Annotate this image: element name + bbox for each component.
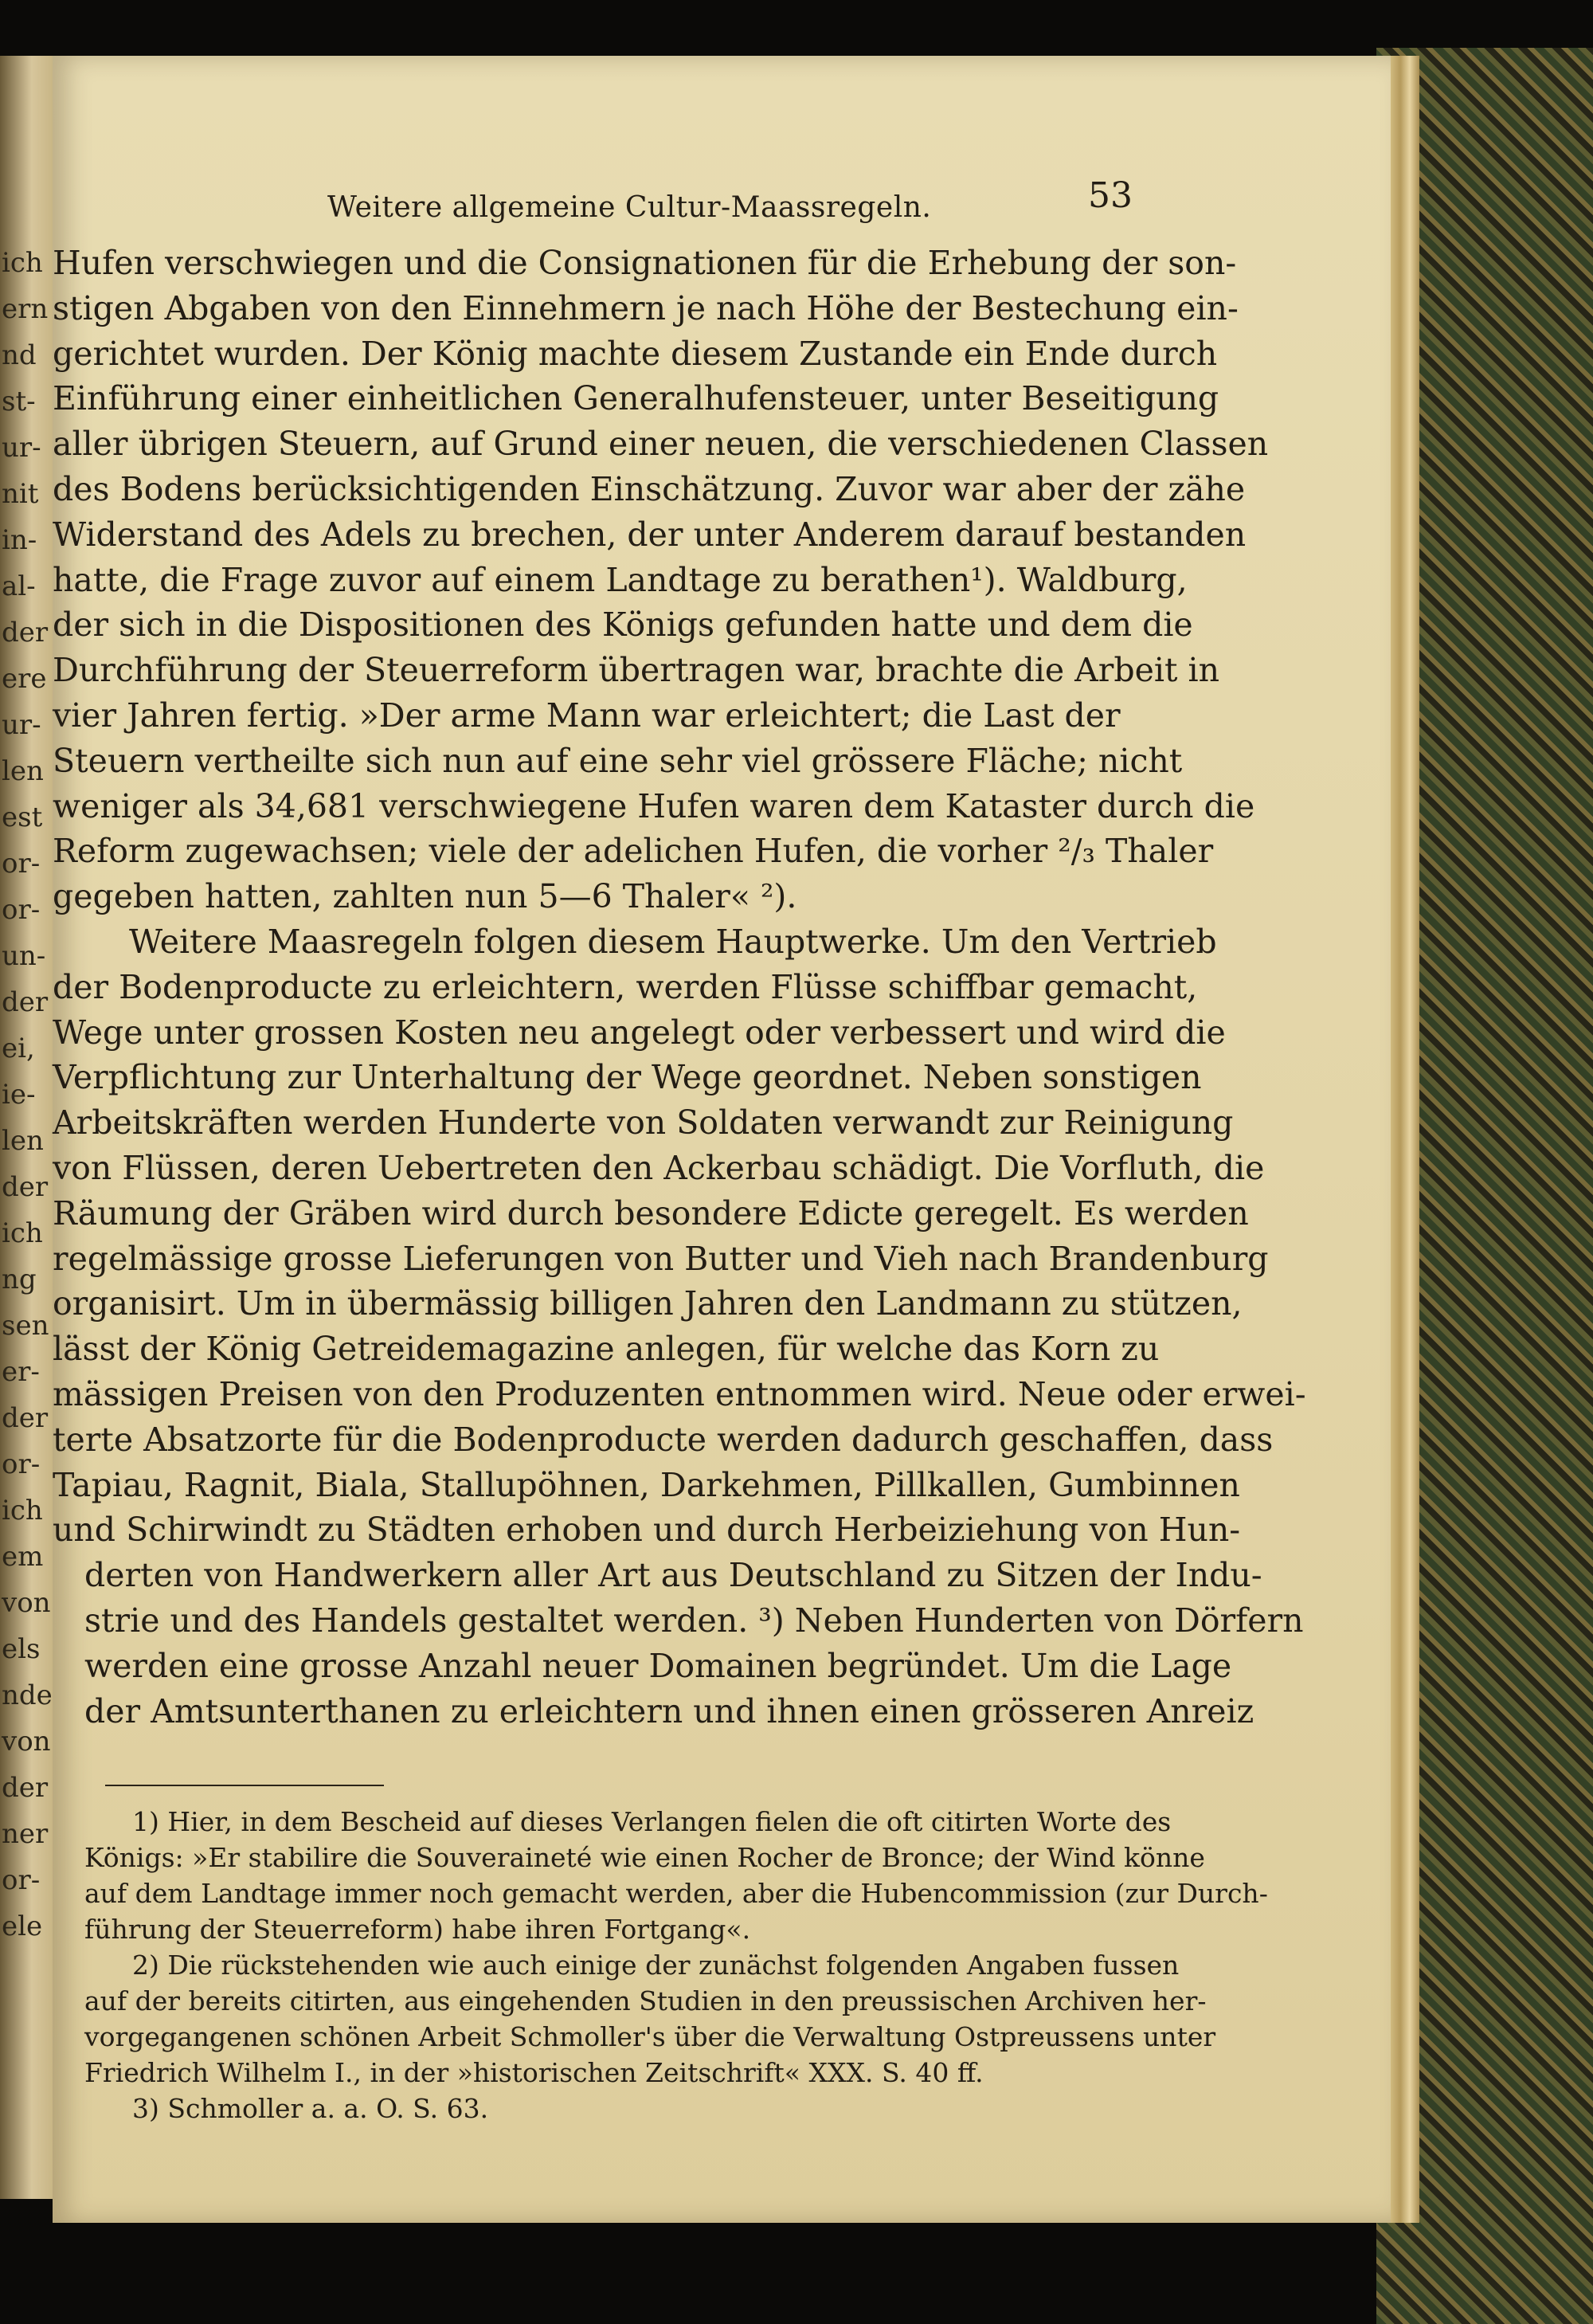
- margin-fragment: ner: [2, 1818, 49, 1850]
- margin-fragment: ele: [2, 1911, 43, 1942]
- text-line: Verpflichtung zur Unterhaltung der Wege geordnet. Neben sonstigen: [53, 1058, 1202, 1097]
- text-line: Räumung der Gräben wird durch besondere Edicte geregelt. Es werden: [53, 1193, 1249, 1233]
- margin-fragment: est: [2, 801, 43, 833]
- running-head: Weitere allgemeine Cultur-Maassregeln.: [327, 191, 932, 224]
- text-line: der Bodenproducte zu erleichtern, werden Flüsse schiffbar gemacht,: [53, 967, 1198, 1006]
- margin-fragment: ng: [2, 1264, 37, 1295]
- footnote-line: auf dem Landtage immer noch gemacht werden, aber die Hubencommission (zur Durch-: [84, 1878, 1268, 1909]
- margin-fragment: er-: [2, 1356, 40, 1388]
- text-line: Hufen verschwiegen und die Consignationen für die Erhebung der son-: [53, 244, 1237, 282]
- margin-fragment: or-: [2, 1448, 41, 1480]
- margin-fragment: ich: [2, 1217, 43, 1249]
- margin-fragment: nde: [2, 1679, 53, 1711]
- footnote-line: 1) Hier, in dem Bescheid auf dieses Verlangen fielen die oft citirten Worte des: [132, 1806, 1172, 1837]
- margin-fragment: or-: [2, 848, 41, 880]
- page-number: 53: [1088, 175, 1133, 216]
- text-line: hatte, die Frage zuvor auf einem Landtage zu berathen¹). Waldburg,: [53, 560, 1188, 599]
- text-line: Weitere Maasregeln folgen diesem Hauptwerke. Um den Vertrieb: [129, 923, 1217, 961]
- text-line: lässt der König Getreidemagazine anlegen, für welche das Korn zu: [53, 1330, 1160, 1369]
- page-block-edge: [1388, 56, 1419, 2223]
- text-line: der Amtsunterthanen zu erleichtern und ihnen einen grösseren Anreiz: [84, 1691, 1254, 1730]
- margin-fragment: len: [2, 755, 44, 787]
- text-line: Einführung einer einheitlichen Generalhufensteuer, unter Beseitigung: [53, 379, 1219, 418]
- text-line: Steuern vertheilte sich nun auf eine sehr viel grössere Fläche; nicht: [53, 741, 1183, 780]
- text-line: Durchführung der Steuerreform übertragen war, brachte die Arbeit in: [53, 651, 1220, 690]
- margin-fragment: em: [2, 1541, 44, 1573]
- footnote-line: Königs: »Er stabilire die Souveraineté wie einen Rocher de Bronce; der Wind könne: [84, 1842, 1205, 1873]
- margin-fragment: ei,: [2, 1033, 35, 1064]
- text-line: Reform zugewachsen; viele der adelichen Hufen, die vorher ²/₃ Thaler: [53, 832, 1214, 871]
- text-line: des Bodens berücksichtigenden Einschätzung. Zuvor war aber der zähe: [53, 470, 1246, 508]
- footnote-line: vorgegangenen schönen Arbeit Schmoller's über die Verwaltung Ostpreussens unter: [84, 2021, 1216, 2052]
- margin-fragment: in-: [2, 524, 37, 556]
- text-line: Arbeitskräften werden Hunderte von Soldaten verwandt zur Reinigung: [53, 1103, 1234, 1142]
- margin-fragment: len: [2, 1125, 44, 1157]
- text-line: Tapiau, Ragnit, Biala, Stallupöhnen, Darkehmen, Pillkallen, Gumbinnen: [53, 1465, 1240, 1504]
- margin-fragment: els: [2, 1633, 41, 1665]
- facing-page-margin: [0, 56, 53, 2199]
- footnote-line: 3) Schmoller a. a. O. S. 63.: [132, 2093, 489, 2124]
- margin-fragment: ich: [2, 247, 43, 279]
- margin-fragment: der: [2, 1772, 49, 1804]
- text-line: Widerstand des Adels zu brechen, der unter Anderem darauf bestanden: [53, 515, 1247, 554]
- margin-fragment: der: [2, 1402, 49, 1434]
- margin-fragment: von: [2, 1726, 51, 1758]
- margin-fragment: or-: [2, 894, 41, 926]
- text-line: gerichtet wurden. Der König machte diesem Zustande ein Ende durch: [53, 334, 1218, 373]
- text-line: gegeben hatten, zahlten nun 5—6 Thaler« ²).: [53, 877, 797, 916]
- margin-fragment: der: [2, 986, 49, 1018]
- margin-fragment: sen: [2, 1310, 49, 1342]
- text-line: von Flüssen, deren Uebertreten den Ackerbau schädigt. Die Vorfluth, die: [53, 1149, 1265, 1187]
- margin-fragment: ern: [2, 293, 49, 325]
- margin-fragment: der: [2, 617, 49, 649]
- text-line: und Schirwindt zu Städten erhoben und durch Herbeiziehung von Hun-: [53, 1511, 1241, 1550]
- text-line: regelmässige grosse Lieferungen von Butter und Vieh nach Brandenburg: [53, 1239, 1269, 1278]
- text-line: mässigen Preisen von den Produzenten entnommen wird. Neue oder erwei-: [53, 1375, 1306, 1413]
- footnote-line: führung der Steuerreform) habe ihren Fortgang«.: [84, 1914, 751, 1945]
- text-line: terte Absatzorte für die Bodenproducte werden dadurch geschaffen, dass: [53, 1420, 1274, 1459]
- book-page: [53, 56, 1391, 2223]
- margin-fragment: nit: [2, 478, 39, 510]
- margin-fragment: ur-: [2, 432, 41, 464]
- text-line: strie und des Handels gestaltet werden. ³) Neben Hunderten von Dörfern: [84, 1601, 1304, 1640]
- margin-fragment: al-: [2, 570, 36, 602]
- footnote-line: 2) Die rückstehenden wie auch einige der zunächst folgenden Angaben fussen: [132, 1950, 1180, 1981]
- text-line: aller übrigen Steuern, auf Grund einer neuen, die verschiedenen Classen: [53, 425, 1269, 464]
- margin-fragment: st-: [2, 386, 36, 417]
- margin-fragment: ur-: [2, 709, 41, 741]
- margin-fragment: ere: [2, 663, 47, 695]
- text-line: stigen Abgaben von den Einnehmern je nach Höhe der Bestechung ein-: [53, 288, 1239, 327]
- text-line: weniger als 34,681 verschwiegene Hufen waren dem Kataster durch die: [53, 786, 1255, 825]
- footnote-rule: [105, 1785, 384, 1786]
- margin-fragment: der: [2, 1171, 49, 1203]
- margin-fragment: nd: [2, 339, 37, 371]
- text-line: Wege unter grossen Kosten neu angelegt oder verbessert und wird die: [53, 1013, 1226, 1052]
- margin-fragment: ie-: [2, 1079, 36, 1111]
- text-line: organisirt. Um in übermässig billigen Jahren den Landmann zu stützen,: [53, 1284, 1243, 1323]
- footnote-line: auf der bereits citirten, aus eingehenden Studien in den preussischen Archiven her-: [84, 1985, 1207, 2016]
- text-line: werden eine grosse Anzahl neuer Domainen begründet. Um die Lage: [84, 1646, 1232, 1685]
- text-line: der sich in die Dispositionen des Königs gefunden hatte und dem die: [53, 605, 1193, 645]
- text-line: vier Jahren fertig. »Der arme Mann war erleichtert; die Last der: [53, 696, 1121, 735]
- margin-fragment: un-: [2, 940, 46, 972]
- margin-fragment: ich: [2, 1495, 43, 1526]
- text-line: derten von Handwerkern aller Art aus Deutschland zu Sitzen der Indu-: [84, 1556, 1262, 1595]
- margin-fragment: or-: [2, 1864, 41, 1896]
- footnote-line: Friedrich Wilhelm I., in der »historischen Zeitschrift« XXX. S. 40 ff.: [84, 2057, 984, 2088]
- margin-fragment: von: [2, 1587, 51, 1619]
